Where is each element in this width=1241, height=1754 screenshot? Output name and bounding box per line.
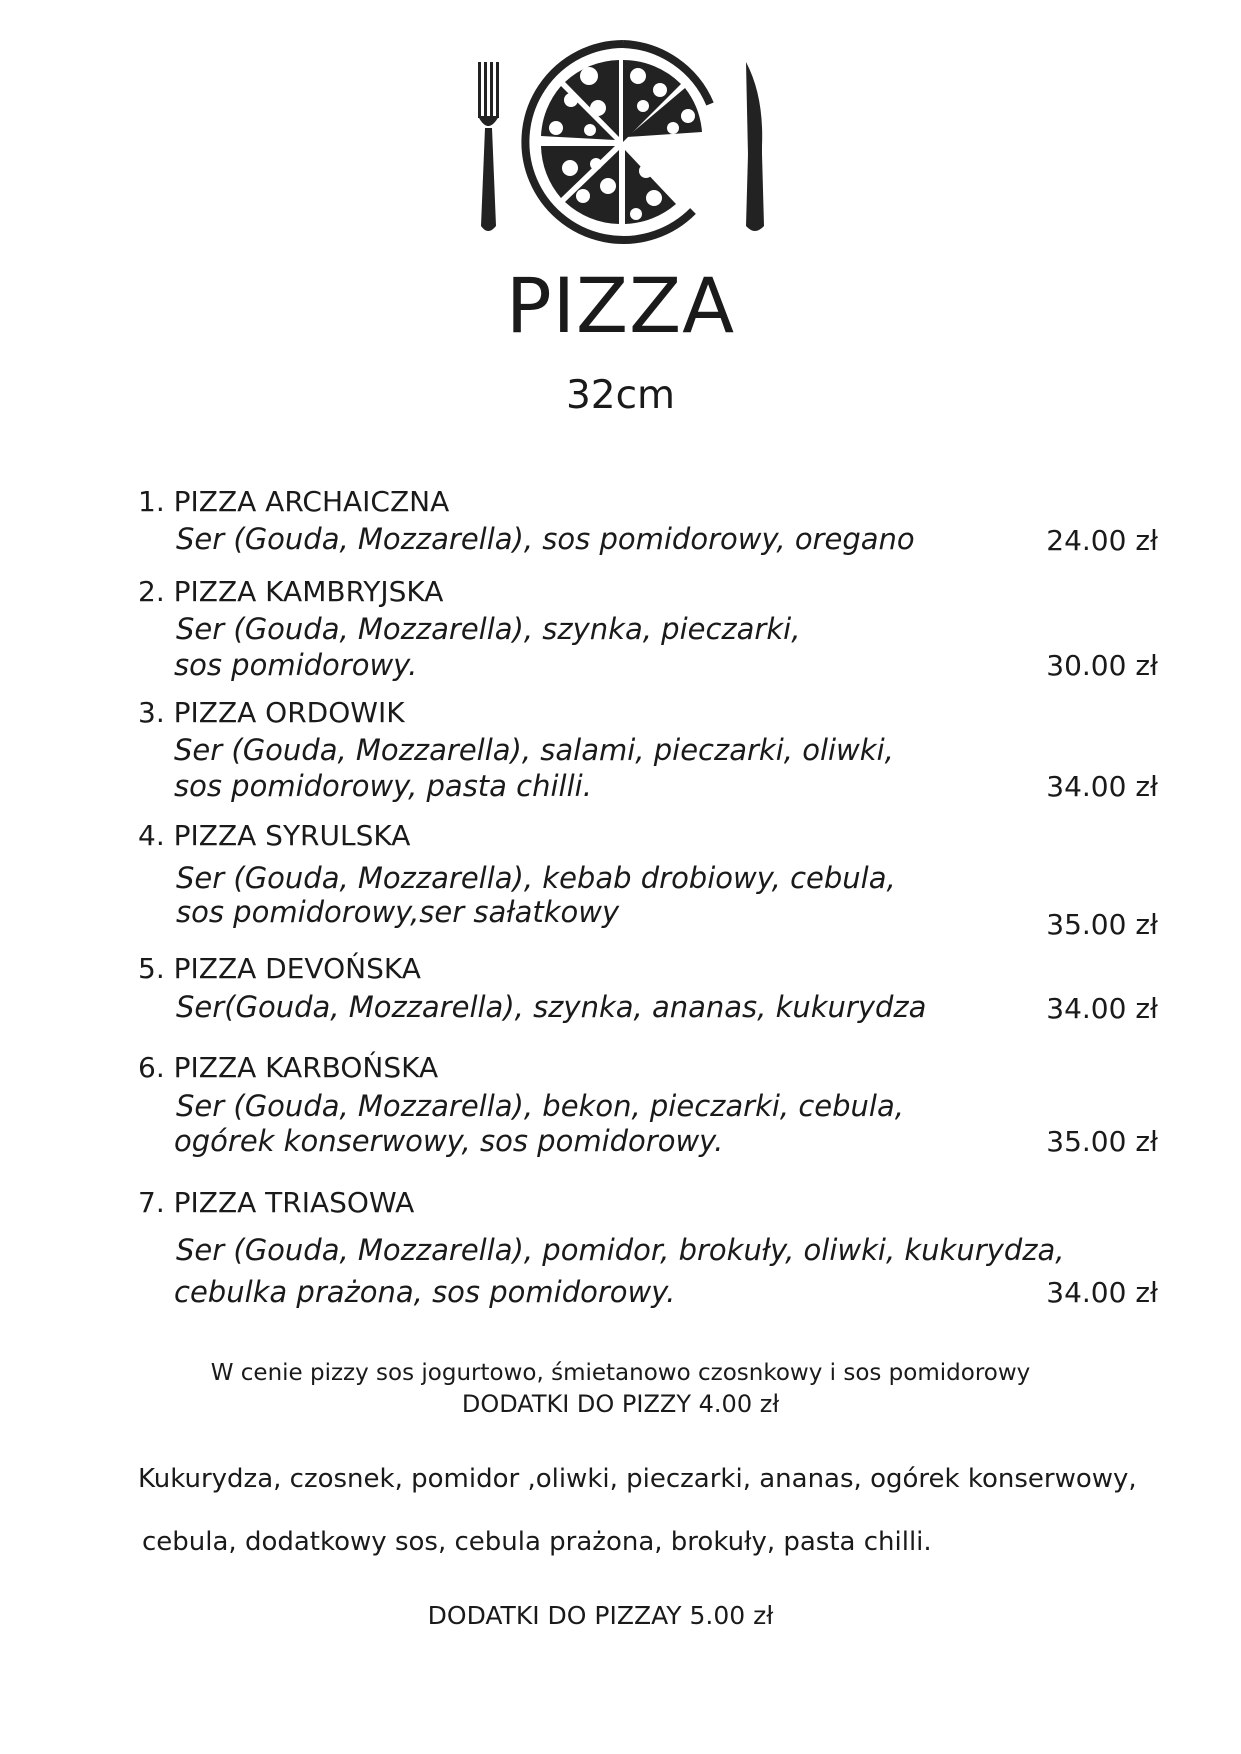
- item-description: sos pomidorowy.: [174, 648, 418, 682]
- item-description: Ser (Gouda, Mozzarella), szynka, pieczarki,: [176, 612, 801, 646]
- sauce-note: W cenie pizzy sos jogurtowo, śmietanowo czosnkowy i sos pomidorowy: [210, 1360, 1031, 1386]
- pizza-cutlery-icon: [478, 36, 768, 246]
- extras-5-heading: DODATKI DO PIZZAY 5.00 zł: [427, 1601, 774, 1630]
- item-description: Ser (Gouda, Mozzarella), salami, pieczarki, oliwki,: [174, 733, 894, 767]
- extras-4-heading: DODATKI DO PIZZY 4.00 zł: [461, 1390, 780, 1418]
- item-description: sos pomidorowy, pasta chilli.: [174, 769, 592, 803]
- item-name: 1. PIZZA ARCHAICZNA: [138, 485, 450, 518]
- knife-icon: [746, 62, 764, 231]
- item-description: Ser (Gouda, Mozzarella), pomidor, brokuły, oliwki, kukurydza,: [176, 1233, 1065, 1267]
- item-name: 2. PIZZA KAMBRYJSKA: [138, 575, 444, 608]
- pizza-icon: [525, 44, 710, 240]
- item-price: 24.00 zł: [1046, 524, 1158, 557]
- pizza-size: 32cm: [565, 373, 676, 418]
- item-price: 34.00 zł: [1046, 770, 1158, 803]
- item-name: 5. PIZZA DEVOŃSKA: [138, 952, 421, 985]
- item-name: 6. PIZZA KARBOŃSKA: [138, 1051, 439, 1084]
- extras-4-list: Kukurydza, czosnek, pomidor ,oliwki, pieczarki, ananas, ogórek konserwowy,: [138, 1464, 1137, 1494]
- page-title: PIZZA: [505, 261, 736, 350]
- item-description: ogórek konserwowy, sos pomidorowy.: [174, 1124, 724, 1158]
- item-price: 34.00 zł: [1046, 1276, 1158, 1309]
- item-price: 35.00 zł: [1046, 1125, 1158, 1158]
- item-description: Ser (Gouda, Mozzarella), kebab drobiowy, cebula,: [176, 861, 896, 895]
- item-price: 30.00 zł: [1046, 649, 1158, 682]
- item-name: 3. PIZZA ORDOWIK: [138, 696, 405, 729]
- item-name: 7. PIZZA TRIASOWA: [138, 1186, 415, 1219]
- item-name: 4. PIZZA SYRULSKA: [138, 819, 411, 852]
- item-description: sos pomidorowy,ser sałatkowy: [176, 895, 620, 929]
- item-price: 34.00 zł: [1046, 992, 1158, 1025]
- item-price: 35.00 zł: [1046, 908, 1158, 941]
- fork-icon: [478, 62, 499, 231]
- item-description: Ser (Gouda, Mozzarella), bekon, pieczarki, cebula,: [176, 1089, 904, 1123]
- item-description: Ser(Gouda, Mozzarella), szynka, ananas, kukurydza: [176, 990, 927, 1024]
- item-description: cebulka prażona, sos pomidorowy.: [174, 1275, 676, 1309]
- extras-4-list: cebula, dodatkowy sos, cebula prażona, brokuły, pasta chilli.: [142, 1527, 932, 1557]
- item-description: Ser (Gouda, Mozzarella), sos pomidorowy, oregano: [176, 522, 915, 556]
